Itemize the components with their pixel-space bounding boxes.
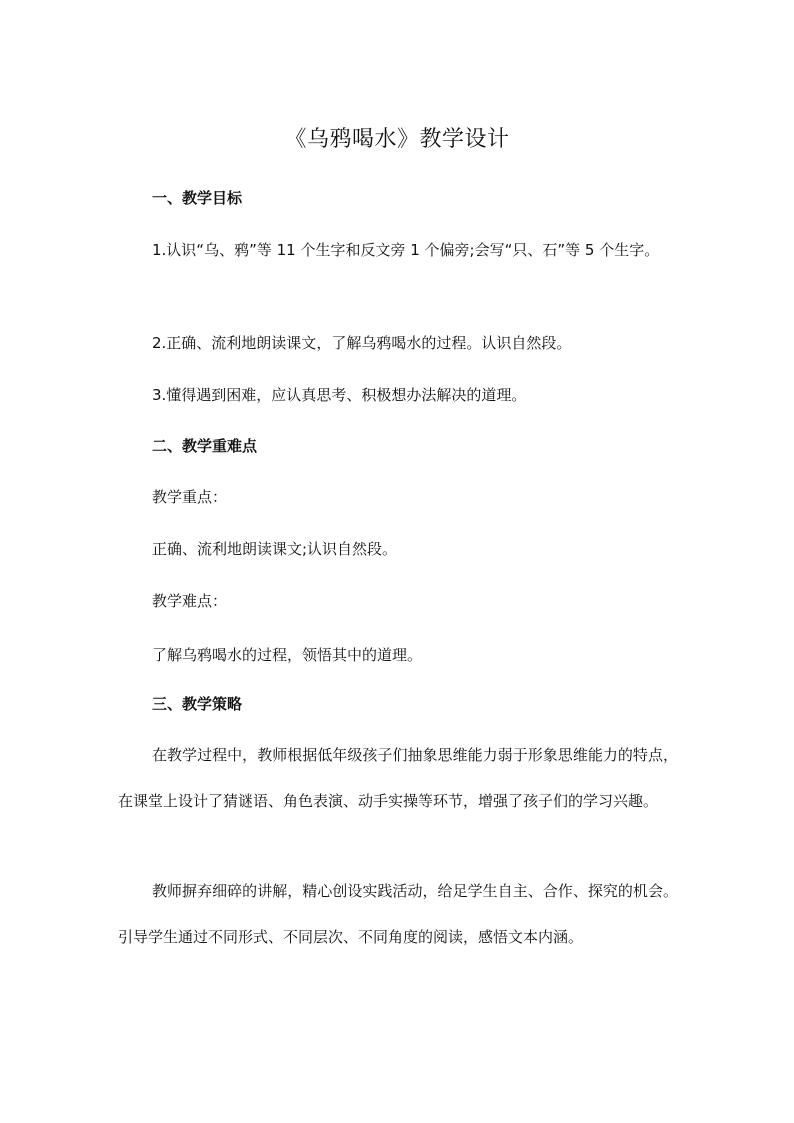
section-heading-strategies: 三、教学策略: [152, 695, 243, 713]
document-title: 《乌鸦喝水》教学设计: [284, 127, 510, 152]
section-heading-key-difficult-points: 二、教学重难点: [152, 437, 258, 455]
strategy-paragraph-1: 在教学过程中，教师根据低年级孩子们抽象思维能力弱于形象思维能力的特点，在课堂上设计了猜谜语、角色表演、动手实操等环节，增强了孩子们的学习兴趣。: [118, 746, 678, 810]
difficult-points-text: 了解乌鸦喝水的过程，领悟其中的道理。: [152, 646, 423, 664]
strategy-paragraph-2: 教师摒弃细碎的讲解，精心创设实践活动，给足学生自主、合作、探究的机会。引导学生通过不同形式、不同层次、不同角度的阅读，感悟文本内涵。: [118, 882, 678, 946]
key-points-label: 教学重点：: [152, 488, 228, 506]
section-heading-objectives: 一、教学目标: [152, 189, 243, 207]
objective-paragraph-2: 2.正确、流利地朗读课文，了解乌鸦喝水的过程。认识自然段。: [152, 334, 572, 352]
difficult-points-label: 教学难点：: [152, 592, 228, 610]
objective-paragraph-3: 3.懂得遇到困难，应认真思考、积极想办法解决的道理。: [152, 386, 527, 404]
objective-paragraph-1: 1.认识“乌、鸦”等 11 个生字和反文旁 1 个偏旁;会写“只、石”等 5 个生字。: [152, 241, 660, 259]
key-points-text: 正确、流利地朗读课文;认识自然段。: [152, 540, 398, 558]
